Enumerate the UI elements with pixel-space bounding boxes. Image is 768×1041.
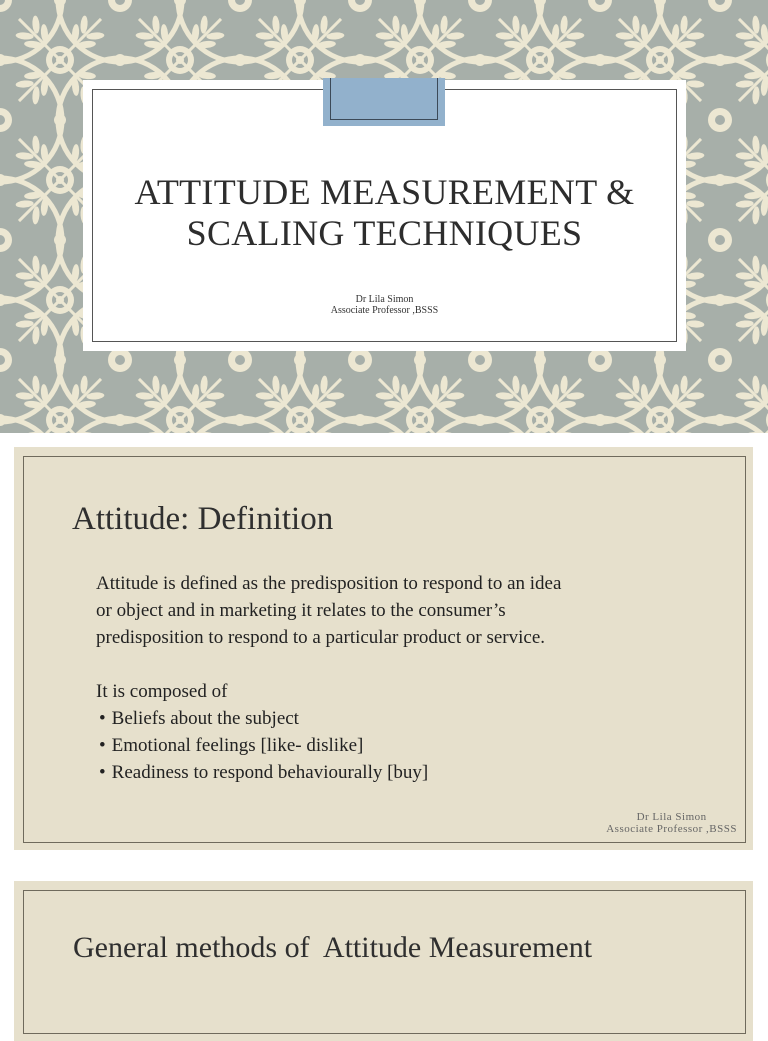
definition-line: predisposition to respond to a particular product or service. <box>96 627 546 648</box>
definition-slide <box>14 447 753 850</box>
footer-author: Dr Lila Simon <box>636 811 707 823</box>
components-list <box>96 705 656 786</box>
list-item: • Emotional feelings [like- dislike] <box>99 735 364 756</box>
list-item: • Readiness to respond behaviourally [buy] <box>99 762 429 783</box>
definition-title: Attitude: Definition <box>72 501 334 537</box>
title-slide <box>0 0 768 433</box>
slide-title <box>83 172 686 254</box>
slide-title-line-1: ATTITUDE MEASUREMENT & <box>134 172 635 212</box>
title-tab-decoration <box>323 78 445 126</box>
title-card <box>83 80 686 351</box>
definition-body <box>96 570 656 786</box>
footer-position: Associate Professor ,BSSS <box>606 823 737 835</box>
methods-title: General methods of Attitude Measurement <box>73 931 593 964</box>
slide-footer <box>606 811 737 835</box>
bullet-icon: • <box>99 708 106 729</box>
author-name: Dr Lila Simon <box>355 294 414 305</box>
definition-line: or object and in marketing it relates to the consumer’s <box>96 600 506 621</box>
definition-line: Attitude is defined as the predisposition to respond to an idea <box>96 573 562 594</box>
bullet-icon: • <box>99 762 106 783</box>
author-position: Associate Professor ,BSSS <box>330 305 439 316</box>
methods-slide <box>14 881 753 1041</box>
bullet-icon: • <box>99 735 106 756</box>
author-byline <box>83 294 686 316</box>
composed-intro: It is composed of <box>96 681 228 702</box>
slide-title-line-2: SCALING TECHNIQUES <box>186 213 583 253</box>
list-item: • Beliefs about the subject <box>99 708 299 729</box>
